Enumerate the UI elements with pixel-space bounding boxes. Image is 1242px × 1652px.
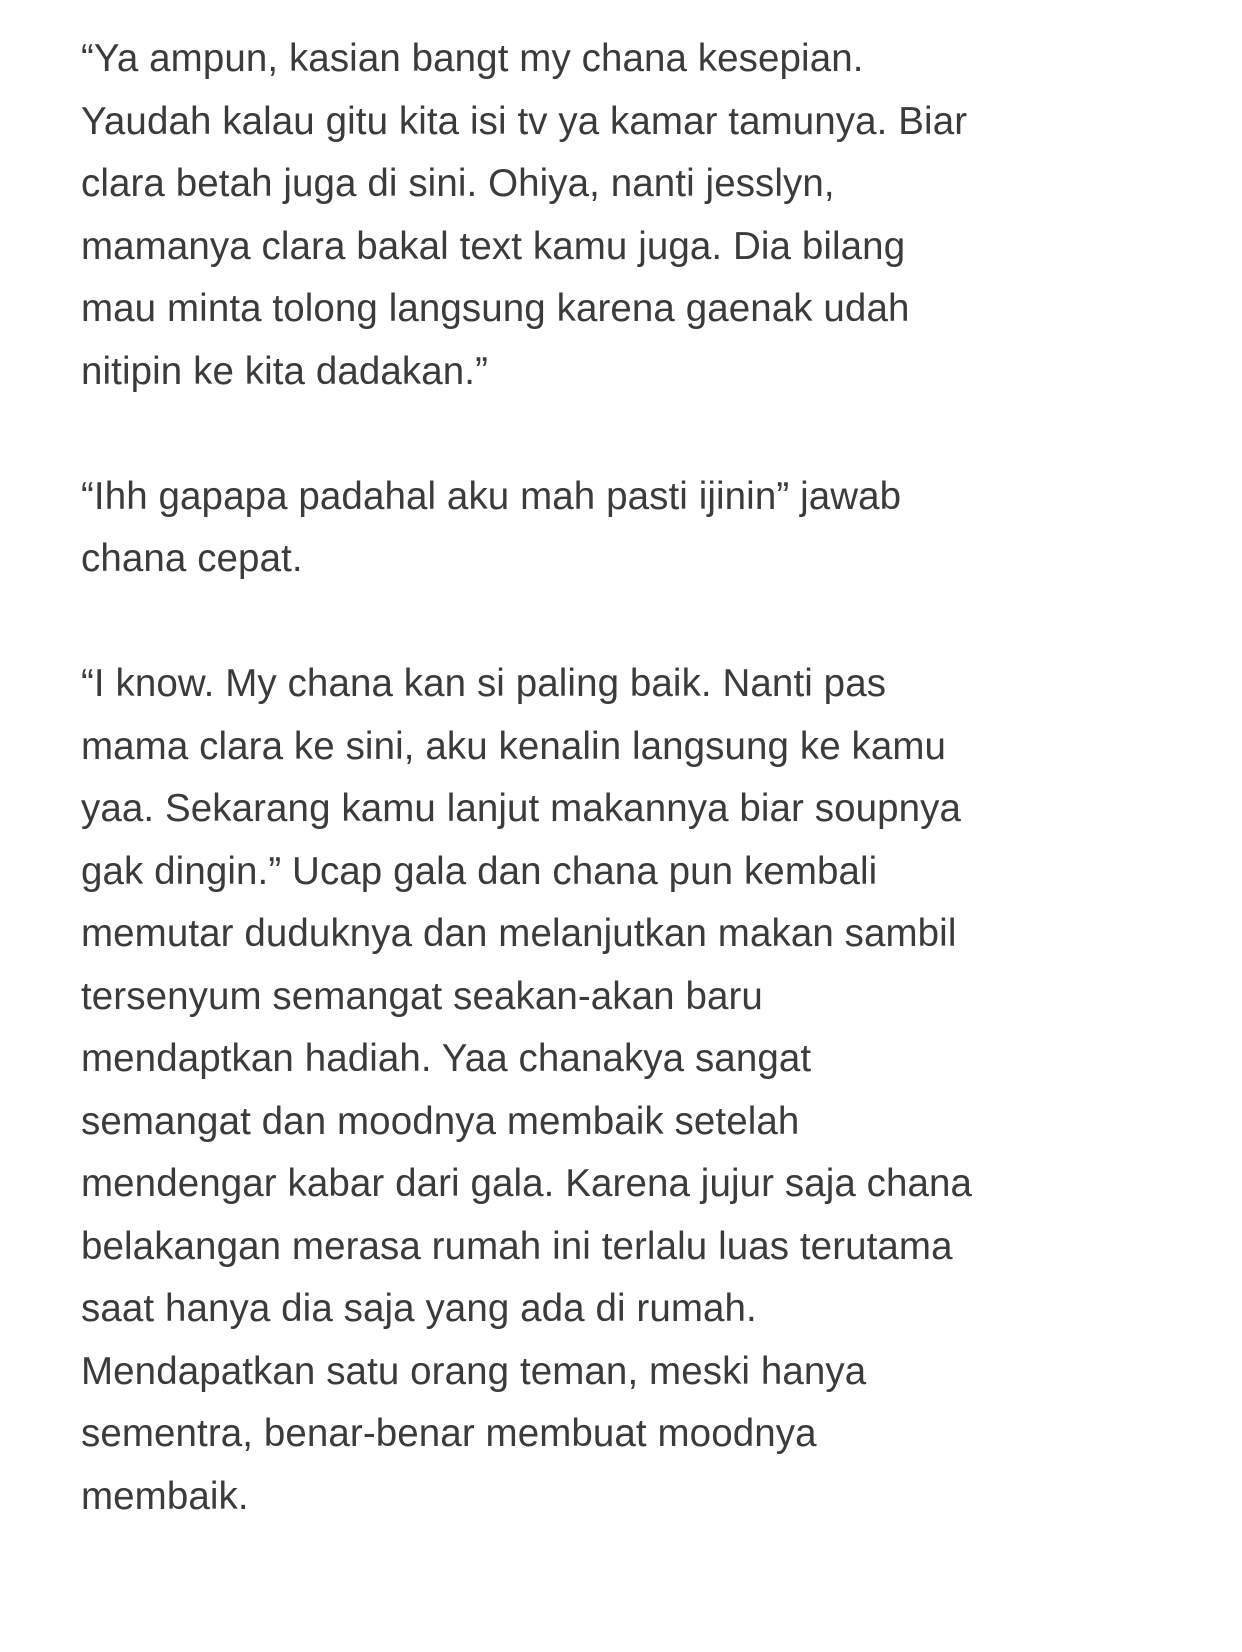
paragraph-spacer (81, 403, 1191, 466)
paragraph-3 (81, 653, 1191, 1528)
paragraph-2 (81, 466, 1191, 591)
text-line: membaik. (81, 1474, 249, 1518)
text-line: semangat dan moodnya membaik setelah (81, 1099, 800, 1143)
text-line: clara betah juga di sini. Ohiya, nanti jesslyn, (81, 162, 835, 205)
text-line: mamanya clara bakal text kamu juga. Dia bilang (81, 224, 906, 268)
text-line: belakangan merasa rumah ini terlalu luas terutama (81, 1224, 953, 1268)
text-line: memutar duduknya dan melanjutkan makan sambil (81, 912, 957, 955)
story-text-page (81, 28, 1191, 1528)
text-line: tersenyum semangat seakan-akan baru (81, 974, 763, 1018)
text-line: “Ihh gapapa padahal aku mah pasti ijinin” jawab (81, 474, 902, 518)
text-line: “I know. My chana kan si paling baik. Nanti pas (81, 662, 887, 705)
text-line: saat hanya dia saja yang ada di rumah. (81, 1287, 757, 1330)
text-line: mau minta tolong langsung karena gaenak udah (81, 287, 910, 330)
text-line: mama clara ke sini, aku kenalin langsung ke kamu (81, 724, 947, 768)
text-line: yaa. Sekarang kamu lanjut makannya biar soupnya (81, 787, 962, 830)
paragraph-1 (81, 28, 1191, 403)
text-line: sementra, benar-benar membuat moodnya (81, 1412, 817, 1455)
text-line: “Ya ampun, kasian bangt my chana kesepian. (81, 37, 864, 80)
text-line: mendengar kabar dari gala. Karena jujur saja chana (81, 1162, 973, 1205)
paragraph-spacer (81, 591, 1191, 654)
text-line: Yaudah kalau gitu kita isi tv ya kamar tamunya. Biar (81, 99, 968, 143)
text-line: nitipin ke kita dadakan.” (81, 349, 488, 393)
text-line: chana cepat. (81, 537, 303, 580)
text-line: gak dingin.” Ucap gala dan chana pun kembali (81, 849, 878, 893)
text-line: mendaptkan hadiah. Yaa chanakya sangat (81, 1037, 812, 1080)
text-line: Mendapatkan satu orang teman, meski hanya (81, 1349, 867, 1393)
